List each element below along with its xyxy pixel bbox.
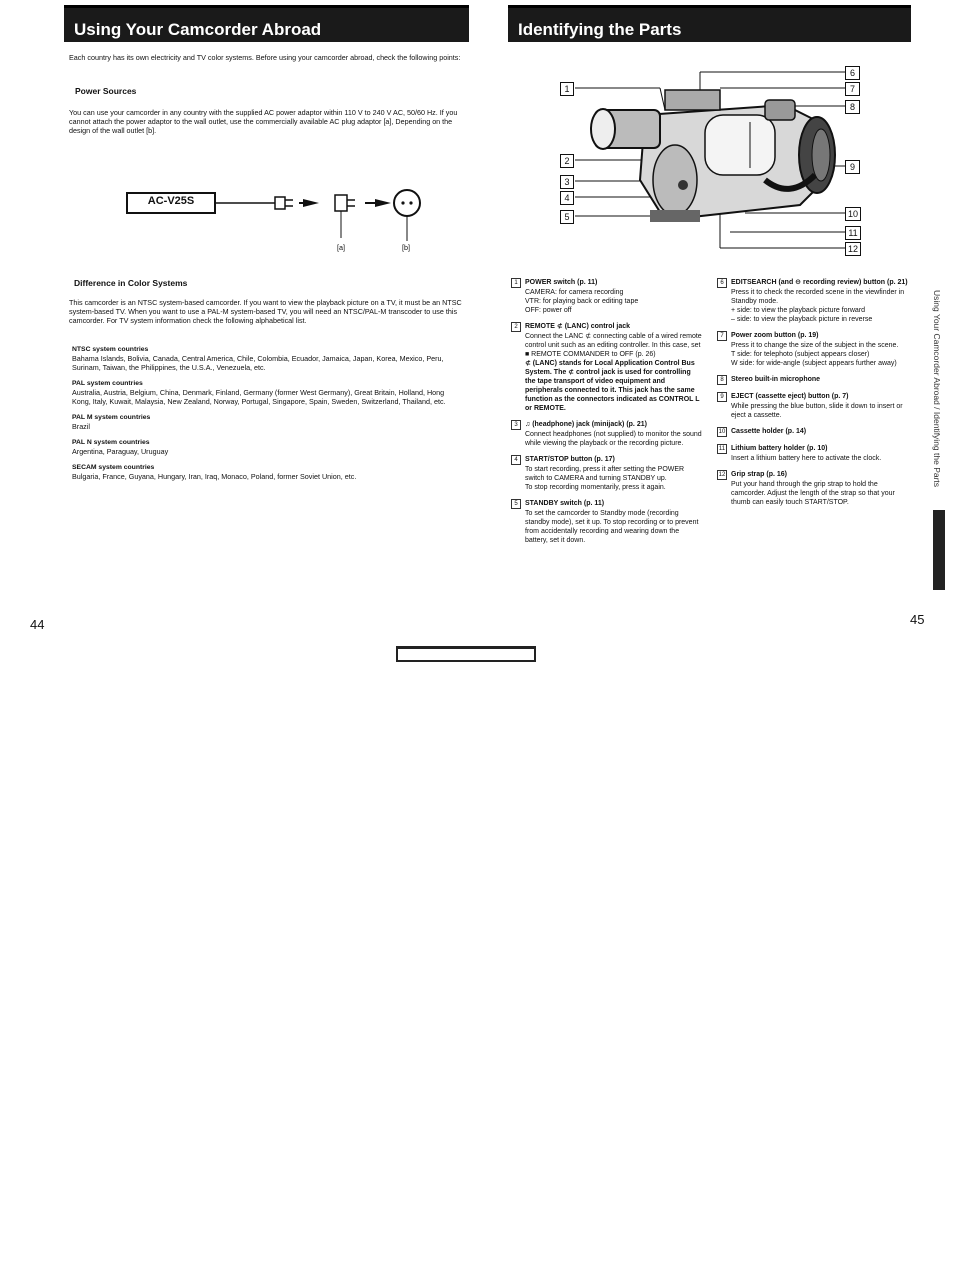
parts-column-1 [511, 278, 703, 552]
part-item [511, 278, 703, 315]
part-number: 3 [511, 420, 521, 430]
callout-4: 4 [560, 191, 574, 205]
scan-artifact-box [396, 646, 536, 662]
part-title: ♫ (headphone) jack (minijack) (p. 21) [525, 421, 647, 428]
part-title: Lithium battery holder (p. 10) [731, 445, 828, 452]
adaptor-label: AC-V25S [147, 195, 195, 207]
part-number: 2 [511, 322, 521, 332]
part-number: 10 [718, 429, 726, 435]
part-item [717, 375, 909, 385]
label-b: [b] [402, 243, 410, 252]
part-number: 9 [717, 392, 727, 402]
part-line: W side: for wide-angle (subject appears further away) [731, 360, 897, 367]
system-countries: Argentina, Paraguay, Uruguay [72, 447, 169, 456]
callout-2: 2 [560, 154, 574, 168]
power-sources-text: You can use your camcorder in any country with the supplied AC power adaptor within 110 V to 240 V AC, 50/60 Hz. If you cannot attach the power adaptor to the wall outlet, use the commercially available AC plug adaptor [a], Depending on the design of the wall outlet [b]. [69, 108, 458, 135]
callout-12: 12 [845, 242, 861, 256]
part-title: REMOTE ⊄ (LANC) control jack [525, 323, 631, 330]
part-line: Connect headphones (not supplied) to monitor the sound while viewing the playback or the recording picture. [525, 431, 702, 447]
parts-column-2 [717, 278, 909, 514]
part-line: To stop recording momentarily, press it again. [525, 484, 666, 491]
page-number-left: 44 [30, 617, 45, 632]
callout-5: 5 [560, 210, 574, 224]
part-item [511, 499, 703, 545]
callout-9: 9 [845, 160, 860, 174]
part-title: START/STOP button (p. 17) [525, 456, 615, 463]
part-number: 8 [717, 375, 727, 385]
system-countries: Australia, Austria, Belgium, China, Denmark, Finland, Germany (former West Germany), Great Britain, Holland, Hong Kong, Italy, Kuwait, Malaysia, New Zealand, Norway, Portugal, Singapore, Spain, Sweden, Switzerland, Thailand, etc. [72, 388, 446, 406]
label-a: [a] [337, 243, 345, 252]
part-line: Press it to change the size of the subject in the scene. [731, 342, 899, 349]
part-line: Insert a lithium battery here to activate the clock. [731, 455, 882, 462]
left-page-title: Using Your Camcorder Abroad [64, 5, 469, 42]
part-title: Grip strap (p. 16) [731, 471, 788, 478]
part-item [717, 331, 909, 368]
callout-7: 7 [845, 82, 860, 96]
system-name: PAL N system countries [72, 439, 150, 446]
part-line: VTR: for playing back or editing tape [525, 298, 639, 305]
part-number: 5 [511, 499, 521, 509]
system-name: SECAM system countries [72, 464, 155, 471]
callout-3: 3 [560, 175, 574, 189]
right-page-title: Identifying the Parts [508, 5, 911, 42]
part-number: 6 [717, 278, 727, 288]
part-title: Power zoom button (p. 19) [731, 332, 819, 339]
part-line: Press it to check the recorded scene in the viewfinder in Standby mode. [731, 289, 905, 305]
part-title: EDITSEARCH (and ⊖ recording review) button (p. 21) [731, 279, 908, 286]
part-line: T side: for telephoto (subject appears closer) [731, 351, 870, 358]
part-item [511, 420, 703, 448]
part-line: While pressing the blue button, slide it down to insert or eject a cassette. [731, 403, 903, 419]
part-number: 11 [718, 446, 726, 452]
page-number-right: 45 [910, 612, 925, 627]
system-name: PAL M system countries [72, 414, 151, 421]
part-number: 1 [511, 278, 521, 288]
part-line: OFF: power off [525, 307, 572, 314]
part-title: EJECT (cassette eject) button (p. 7) [731, 393, 849, 400]
callout-8: 8 [845, 100, 860, 114]
part-number: 7 [717, 331, 727, 341]
camcorder-illustration [555, 60, 865, 260]
power-sources-heading: Power Sources [75, 86, 137, 96]
part-item [717, 278, 909, 324]
lanc-note: ⊄ (LANC) stands for Local Application Control Bus System. The ⊄ control jack is used for controlling the tape transport of video equipment and peripherals connected to it. This jack has the same function as the connectors indicated as CONTROL L or REMOTE. [525, 360, 700, 412]
part-line: Connect the LANC ⊄ connecting cable of a wired remote control unit such as an editing controller. In this case, set ■ REMOTE COMMANDER to OFF (p. 26) [525, 333, 702, 358]
part-item [511, 322, 703, 413]
part-title: STANDBY switch (p. 11) [525, 500, 605, 507]
color-systems-text: This camcorder is an NTSC system-based camcorder. If you want to view the playback picture on a TV, it must be an NTSC system-based TV. When you want to use a PAL-M system-based TV, you will need an NTSC/PAL-M transcoder to use this camcorder. For TV system information check the following alphabetical list. [69, 298, 462, 325]
side-tab-text: Using Your Camcorder Abroad / Identifying the Parts [932, 290, 942, 488]
callout-11: 11 [845, 226, 861, 240]
part-item [717, 444, 909, 463]
part-item [717, 427, 909, 437]
part-title: POWER switch (p. 11) [525, 279, 598, 286]
system-countries: Brazil [72, 422, 90, 431]
part-line: CAMERA: for camera recording [525, 289, 624, 296]
part-number: 12 [718, 472, 726, 478]
system-name: NTSC system countries [72, 346, 149, 353]
part-line: To set the camcorder to Standby mode (recording standby mode), set it up. To stop recording or to prevent from accidentally recording and wearing down the battery, set it down. [525, 510, 699, 544]
part-line: To start recording, press it after setting the POWER switch to CAMERA and turning STANDBY up. [525, 466, 685, 482]
color-systems-heading: Difference in Color Systems [74, 278, 188, 288]
part-item [511, 455, 703, 492]
system-countries: Bulgaria, France, Guyana, Hungary, Iran, Iraq, Monaco, Poland, former Soviet Union, etc. [72, 472, 357, 481]
callout-6: 6 [845, 66, 860, 80]
system-countries: Bahama Islands, Bolivia, Canada, Central America, Chile, Colombia, Ecuador, Jamaica, Japan, Korea, Mexico, Peru, Surinam, Taiwan, the Philippines, the U.S.A., Venezuela, etc. [72, 354, 444, 372]
part-line: – side: to view the playback picture in reverse [731, 316, 873, 323]
intro-text: Each country has its own electricity and TV color systems. Before using your camcorder abroad, check the following points: [69, 53, 461, 62]
part-number: 4 [511, 455, 521, 465]
system-name: PAL system countries [72, 380, 143, 387]
part-item [717, 470, 909, 507]
part-item [717, 392, 909, 420]
part-title: Stereo built-in microphone [731, 376, 821, 383]
part-line: Put your hand through the grip strap to hold the camcorder. Adjust the length of the strap so that your thumb can easily touch START/STOP. [731, 481, 895, 506]
part-line: + side: to view the playback picture forward [731, 307, 866, 314]
thumb-index-mark [933, 510, 945, 590]
part-title: Cassette holder (p. 14) [731, 428, 807, 435]
callout-1: 1 [560, 82, 574, 96]
callout-10: 10 [845, 207, 861, 221]
systems-list [72, 338, 464, 481]
